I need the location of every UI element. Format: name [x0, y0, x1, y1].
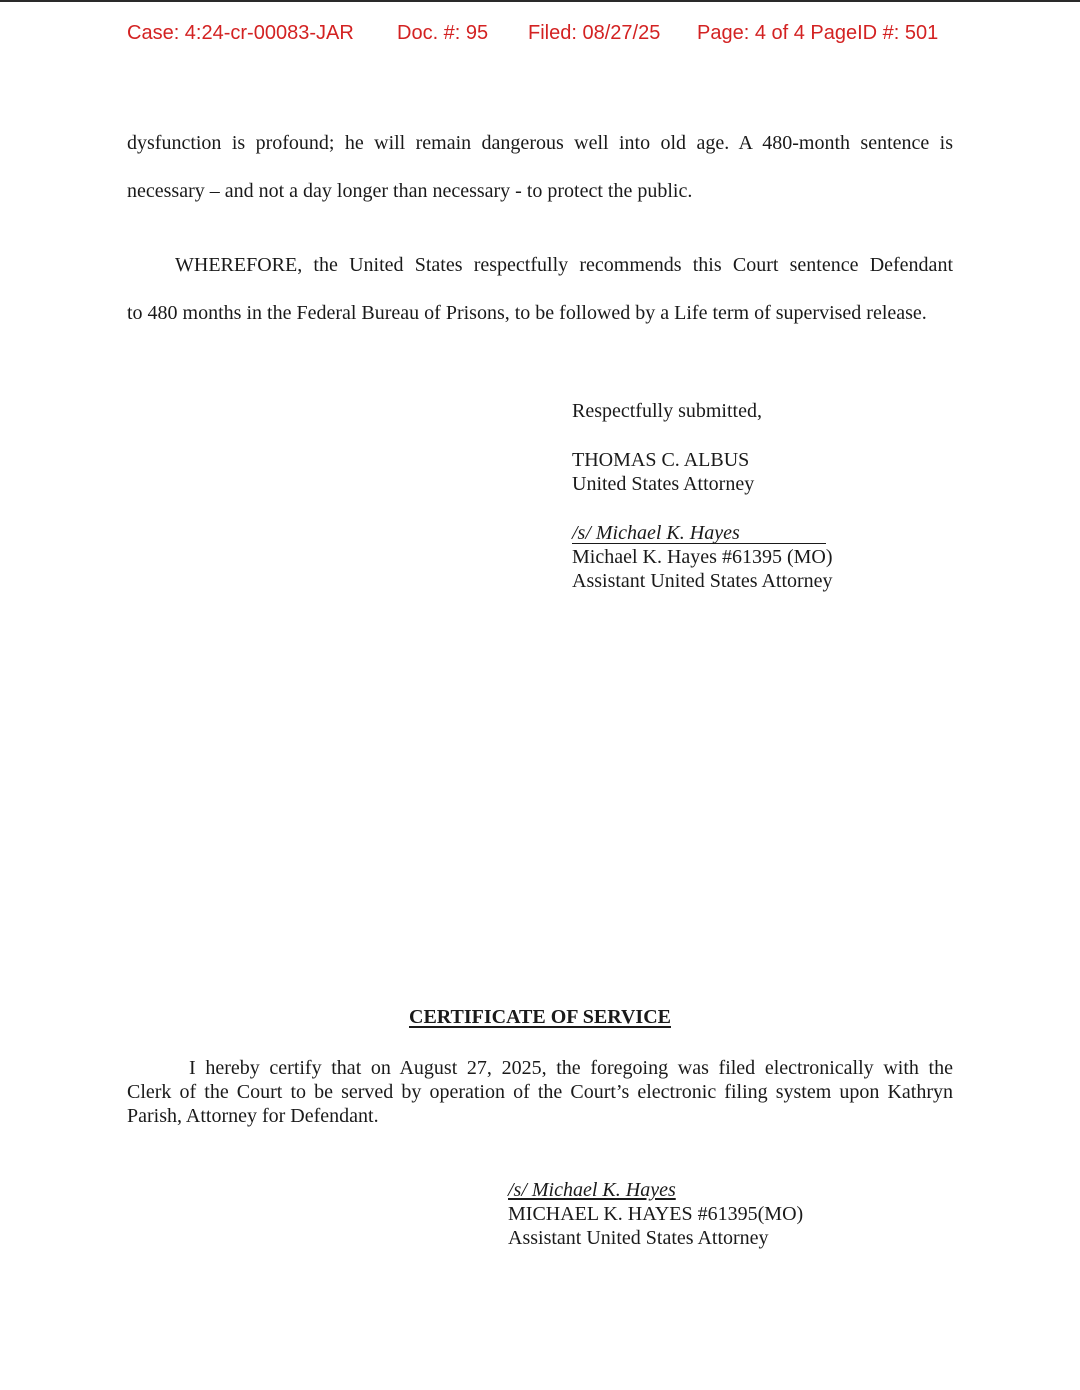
closing-text: Respectfully submitted,: [572, 400, 762, 422]
paragraph-line: to 480 months in the Federal Bureau of Prisons, to be followed by a Life term of supervised release.: [127, 302, 927, 324]
signer-name: MICHAEL K. HAYES #61395(MO): [508, 1203, 804, 1225]
electronic-signature: /s/ Michael K. Hayes: [508, 1179, 676, 1201]
paragraph-line: necessary – and not a day longer than necessary - to protect the public.: [127, 180, 693, 202]
closing-line: [572, 399, 762, 423]
document-number: Doc. #: 95: [397, 22, 489, 44]
certificate-line: Parish, Attorney for Defendant.: [127, 1105, 379, 1127]
paragraph-conclusion: [127, 119, 953, 215]
signer-name: Michael K. Hayes #61395 (MO): [572, 546, 833, 568]
signature-block: [572, 521, 833, 593]
certificate-line: I hereby certify that on August 27, 2025, the foregoing was filed electronically with the: [189, 1057, 953, 1079]
paragraph-wherefore: [127, 241, 953, 337]
us-attorney-block: [572, 448, 754, 496]
case-number: Case: 4:24-cr-00083-JAR: [127, 22, 354, 44]
attorney-name: THOMAS C. ALBUS: [572, 449, 750, 471]
signature-line: [572, 523, 826, 544]
certificate-title: CERTIFICATE OF SERVICE: [409, 1006, 671, 1028]
paragraph-line: dysfunction is profound; he will remain dangerous well into old age. A 480-month sentence is: [127, 132, 953, 154]
top-border-rule: [0, 0, 1080, 2]
signer-title: Assistant United States Attorney: [572, 570, 833, 592]
page-info: Page: 4 of 4 PageID #: 501: [697, 22, 939, 44]
attorney-title: United States Attorney: [572, 473, 755, 495]
certificate-line: Clerk of the Court to be served by operation of the Court’s electronic filing system upon Kathryn: [127, 1081, 953, 1103]
electronic-signature: /s/ Michael K. Hayes: [572, 522, 740, 544]
filed-date: Filed: 08/27/25: [528, 22, 661, 44]
certificate-body: [127, 1056, 953, 1128]
signer-title: Assistant United States Attorney: [508, 1227, 769, 1249]
paragraph-line: WHEREFORE, the United States respectfully recommends this Court sentence Defendant: [175, 254, 953, 276]
certificate-signature-block: [508, 1178, 803, 1250]
